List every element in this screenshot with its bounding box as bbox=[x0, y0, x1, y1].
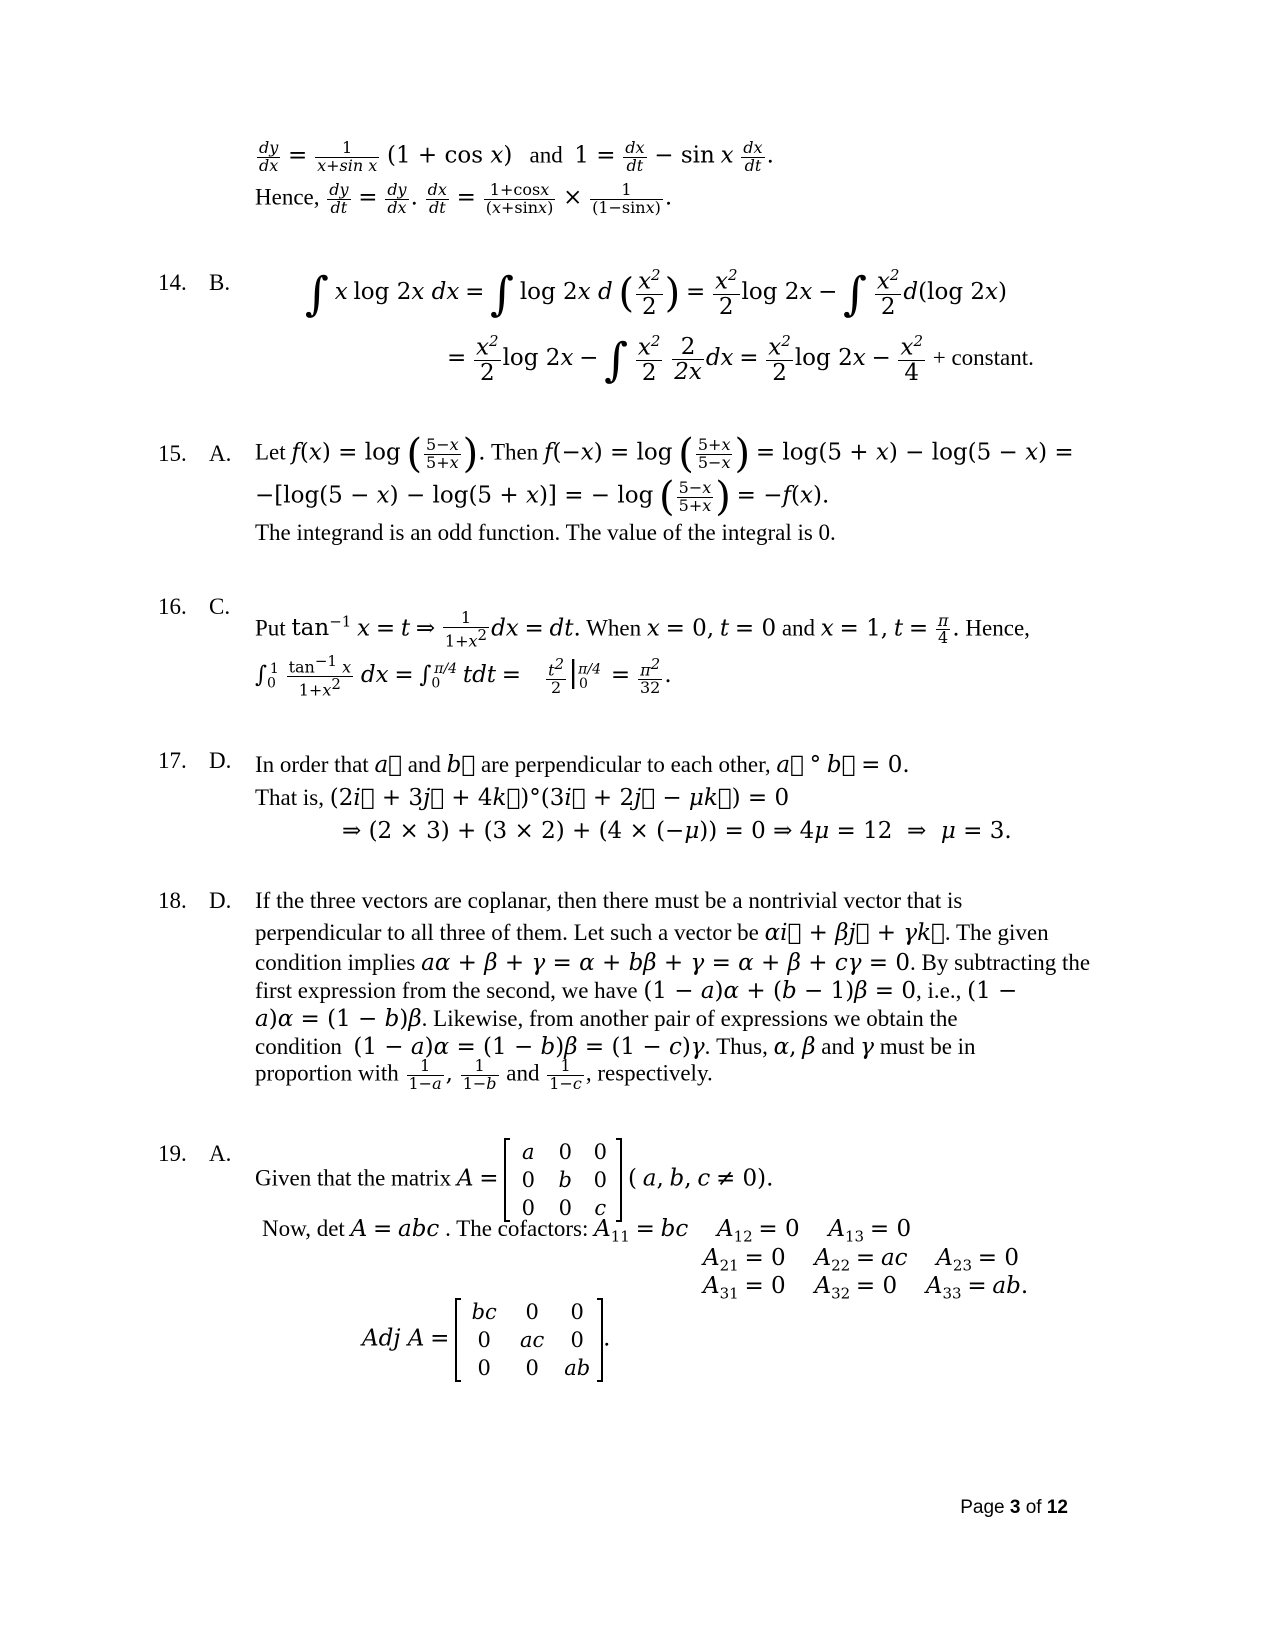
q17-line2: That is, (2i⃗ + 3j⃗ + 4k⃗)°(3i⃗ + 2j⃗ − μk⃗) = 0 bbox=[255, 785, 790, 811]
q17-line3: ⇒ (2 × 3) + (3 × 2) + (4 × (−μ)) = 0 ⇒ 4μ = 12 ⇒ μ = 3. bbox=[342, 818, 1012, 844]
q19-line4: $A_{31} = 0$ $A_{32} = 0$ $A_{33}$ = ab. bbox=[703, 1273, 1029, 1303]
q16-line2: $\int_0^1$ $\frac{\tan^{-1} x}{1+x^2}$ dx = $\int_0^{\pi/4}$ tdt = $\frac{t^2}{2}$ $|^{\pi/4}_0$ = $\frac{\pi^2}{32}$ . bbox=[255, 652, 672, 700]
q17-answer: D. bbox=[209, 748, 232, 773]
matrix-a: a 0 0 0 b 0 0 0 c bbox=[504, 1138, 622, 1222]
q18-line5b: . Likewise, from another pair of expressions we obtain the bbox=[421, 1006, 958, 1031]
q14-line2: = $\frac{x^2}{2}$ log 2x − ∫ $\frac{x^2}{2}$ $\frac{2}{2x}$ dx = $\frac{x^2}{2}$ log 2x − $\frac{x^2}{4}$ + constant. bbox=[447, 332, 1034, 387]
q19-line1: Given that the matrix A = a 0 0 0 b 0 0 0 c ( a, b, c ≠ 0). bbox=[255, 1140, 774, 1220]
q18-line3b: . By subtracting the bbox=[910, 950, 1091, 975]
q15-line2: −[log(5 − x) − log(5 + x)] = − log ( $\frac{5-x}{5+x}$ ) = −f(x). bbox=[255, 474, 830, 520]
page-footer bbox=[960, 1497, 1068, 1519]
q18-line4: first expression from the second, we have (1 − a)α + (b − 1)β = 0, i.e., (1 − bbox=[255, 978, 1018, 1004]
q15-then: Then bbox=[490, 439, 539, 465]
q19-answer: A. bbox=[209, 1141, 232, 1166]
q19-adj: Adj A = bc 0 0 0 ac 0 0 0 ab . bbox=[362, 1300, 611, 1380]
q17-text-a: In order that bbox=[255, 752, 369, 777]
q16-and: and bbox=[781, 615, 816, 641]
q19-number: 19. bbox=[158, 1141, 187, 1166]
q18-line4b: , i.e., bbox=[916, 978, 962, 1003]
q18-line6d: must be in bbox=[879, 1034, 976, 1059]
q13-line1: $\frac{dy}{dx}$ = $\frac{1}{\text{x+sin x}}$ (1 + cos x) and 1 = $\frac{dx}{dt}$ − sin x $\frac{dx}{dt}$ . bbox=[259, 138, 774, 175]
q19-now: Now, det bbox=[262, 1216, 345, 1241]
q19-line3: $A_{21} = 0$ $A_{22}$ = ac $A_{23} = 0$ bbox=[703, 1245, 1019, 1275]
q18-line3a: condition implies bbox=[255, 950, 416, 975]
q18-number: 18. bbox=[158, 888, 187, 913]
q14-line1: ∫ x log 2x dx = ∫ log 2x d ( $\frac{x^2}{2}$ ) = $\frac{x^2}{2}$ log 2x − ∫ $\frac{x^2}{2}$ d(log 2x) bbox=[305, 266, 1007, 321]
q18-line6: condition (1 − a)α = (1 − b)β = (1 − c)γ. Thus, α, β and γ must be in bbox=[255, 1034, 976, 1060]
q15-conclusion: The integrand is an odd function. The value of the integral is 0. bbox=[255, 520, 836, 545]
footer-page-number: 3 bbox=[1009, 1497, 1021, 1518]
q18-line5: a)α = (1 − b)β. Likewise, from another pair of expressions we obtain the bbox=[255, 1006, 958, 1032]
q16-when: When bbox=[586, 615, 642, 641]
q16-number: 16. bbox=[158, 594, 187, 619]
q15-number: 15. bbox=[158, 441, 187, 466]
q18-line6c: and bbox=[821, 1034, 855, 1059]
q14-number: 14. bbox=[158, 270, 187, 295]
q18-answer: D. bbox=[209, 888, 232, 913]
q17-line1: In order that a⃗ and b⃗ are perpendicular to each other, a⃗ ° b⃗ = 0. bbox=[255, 752, 910, 778]
q16-answer: C. bbox=[209, 594, 231, 619]
q14-answer: B. bbox=[209, 270, 231, 295]
q18-line6a: condition bbox=[255, 1034, 342, 1059]
q18-line6b: . Thus, bbox=[704, 1034, 768, 1059]
q18-line7: proportion with $\frac{1}{1-a}$ , $\frac{1}{1-b}$ and $\frac{1}{1-c}$ , respectively. bbox=[255, 1056, 713, 1093]
footer-page-word: Page bbox=[960, 1497, 1005, 1518]
q16-hence: Hence, bbox=[965, 615, 1030, 641]
q19-line2: Now, det A = abc . The cofactors: $A_{11}$ = bc $A_{12} = 0$ $A_{13} = 0$ bbox=[262, 1216, 912, 1246]
q18-line7a: proportion with bbox=[255, 1060, 399, 1086]
q16-put: Put bbox=[255, 615, 286, 641]
q19-cofactors: . The cofactors: bbox=[445, 1216, 589, 1241]
q15-let: Let bbox=[255, 439, 286, 465]
q14-constant: + constant. bbox=[932, 344, 1034, 370]
footer-total-pages: 12 bbox=[1046, 1497, 1068, 1518]
q15-line1: Let f(x) = log ( $\frac{5-x}{5+x}$ ). Then f(−x) = log ( $\frac{5+x}{5-x}$ ) = log(5 + x) − log(5 − x) = bbox=[255, 431, 1074, 477]
q18-line7b: and bbox=[506, 1060, 540, 1086]
q18-line2a: perpendicular to all three of them. Let such a vector be bbox=[255, 920, 759, 945]
q18-line2: perpendicular to all three of them. Let such a vector be αi⃗ + βj⃗ + γk⃗. The given bbox=[255, 920, 1049, 946]
q18-line4a: first expression from the second, we have bbox=[255, 978, 638, 1003]
q18-line7c: , respectively. bbox=[585, 1060, 713, 1086]
q13-line2: Hence, $\frac{dy}{dt}$ = $\frac{dy}{dx}$ . $\frac{dx}{dt}$ = $\frac{1+\cos x}{(x+\sin x)}$ × $\frac{1}{(1-\sin x)}$ . bbox=[255, 180, 673, 217]
footer-of-word: of bbox=[1025, 1497, 1042, 1518]
q17-text-b: are perpendicular to each other, bbox=[480, 752, 771, 777]
q18-line1: If the three vectors are coplanar, then there must be a nontrivial vector that is bbox=[255, 888, 963, 913]
q15-answer: A. bbox=[209, 441, 232, 466]
q17-that-is: That is, bbox=[255, 785, 324, 810]
q16-line1: Put $\tan^{-1} x = t$ ⇒ $\frac{1}{1+x^2}$ dx = dt. When x = 0, t = 0 and x = 1, t = $\frac{\pi}{4}$ . Hence, bbox=[255, 608, 1030, 651]
q18-line2b: . The given bbox=[944, 920, 1049, 945]
q13-and: and bbox=[529, 142, 563, 168]
q18-line3: condition implies aα + β + γ = α + bβ + γ = α + β + cγ = 0. By subtracting the bbox=[255, 950, 1091, 976]
q17-text-and: and bbox=[407, 752, 441, 777]
matrix-adj-a: bc 0 0 0 ac 0 0 0 ab bbox=[455, 1298, 603, 1382]
q19-given: Given that the matrix bbox=[255, 1165, 452, 1191]
q13-hence: Hence, bbox=[255, 184, 320, 210]
q17-number: 17. bbox=[158, 748, 187, 773]
